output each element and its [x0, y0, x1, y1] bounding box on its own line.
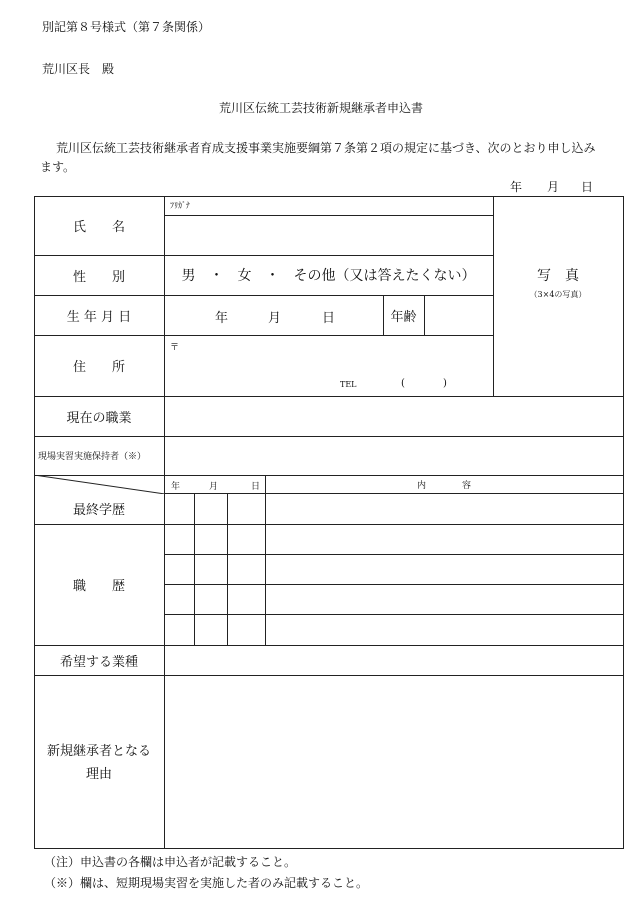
occupation-input[interactable]	[165, 397, 622, 435]
addressee: 荒川区長 殿	[42, 62, 115, 76]
age-label: 年齢	[390, 309, 417, 325]
occupation-label: 現在の職業	[66, 410, 132, 426]
desired-trade-label: 希望する業種	[59, 654, 138, 670]
holder-label: 現場実習実施保持者（※）	[38, 452, 147, 462]
dob-label: 生 年 月 日	[66, 309, 132, 325]
education-label: 最終学歴	[72, 503, 125, 518]
desired-trade-input[interactable]	[165, 646, 622, 674]
tel-paren-open: (	[401, 378, 405, 389]
date-day: 日	[581, 180, 594, 194]
form-number: 別記第８号様式（第７条関係）	[42, 20, 211, 34]
note-1: （注）申込書の各欄は申込者が記載すること。	[44, 855, 297, 869]
tel-paren-close: )	[443, 378, 447, 389]
reason-label-line1: 新規継承者となる	[46, 744, 151, 759]
date-year: 年	[510, 180, 523, 194]
history-month-header: 月	[209, 482, 219, 492]
gender-options[interactable]: 男 ・ 女 ・ その他（又は答えたくない）	[181, 268, 476, 284]
holder-input[interactable]	[165, 437, 622, 474]
address-label: 住 所	[72, 360, 125, 375]
history-content-header: 内 容	[416, 480, 471, 491]
date-month: 月	[547, 180, 560, 194]
reason-label	[34, 740, 164, 786]
career-label: 職 歴	[72, 579, 125, 594]
note-2: （※）欄は、短期現場実習を実施した者のみ記載すること。	[44, 876, 369, 890]
furigana-label: ﾌﾘｶﾞﾅ	[170, 201, 190, 210]
dob-day: 日	[322, 311, 336, 326]
gender-label: 性 別	[72, 269, 125, 285]
tel-label: TEL	[340, 380, 357, 389]
dob-year: 年	[215, 311, 229, 326]
history-year-header: 年	[171, 482, 181, 492]
reason-label-line2: 理由	[85, 767, 112, 782]
photo-note: （3×4の写真）	[529, 289, 587, 299]
document-title: 荒川区伝統工芸技術新規継承者申込書	[219, 101, 424, 115]
photo-box[interactable]	[494, 197, 622, 395]
photo-label: 写 真	[537, 268, 579, 284]
dob-month: 月	[268, 311, 282, 326]
intro-text-line1: 荒川区伝統工芸技術継承者育成支援事業実施要綱第７条第２項の規定に基づき、次のとおり申し込み	[56, 141, 596, 155]
age-input[interactable]	[425, 296, 492, 334]
reason-input[interactable]	[165, 676, 622, 847]
diagonal-line	[34, 475, 165, 494]
history-day-header: 日	[251, 482, 261, 492]
name-input[interactable]	[165, 216, 492, 254]
name-label: 氏 名	[72, 220, 125, 235]
intro-text-line2: ます。	[40, 160, 76, 174]
postal-mark: 〒	[170, 343, 180, 353]
